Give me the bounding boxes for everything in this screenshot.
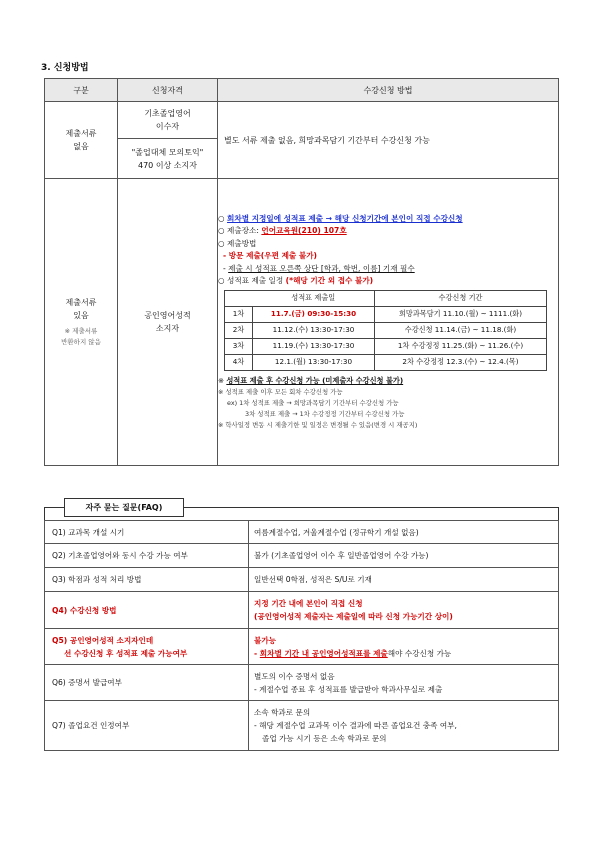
schedule-row: 4차 12.1.(월) 13:30-17:30 2차 수강정정 12.3.(수) ~ 12.4.(목): [225, 354, 547, 370]
submission-schedule-table: [224, 290, 547, 371]
schedule-row: 2차 11.12.(수) 13:30-17:30 수강신청 11.14.(금) ~ 11.18.(화): [225, 322, 547, 338]
application-method-table: [44, 78, 559, 466]
faq-table: [44, 520, 559, 751]
note-schedule-change: ※ 학사일정 변동 시 제출기한 및 일정은 변경될 수 있음(변경 시 재공지): [218, 421, 418, 430]
note-submit-required: ※ 성적표 제출 후 수강신청 가능 (미제출자 수강신청 불가): [218, 375, 404, 385]
category-no-documents: 제출서류 없음: [45, 102, 118, 179]
method-line-place: ○ 제출장소: 언어교육원(210) 107호: [218, 226, 347, 236]
schedule-header-submit: 성적표 제출일: [253, 290, 375, 306]
section-title: 3. 신청방법: [41, 63, 89, 73]
header-qualification: 신청자격: [118, 79, 218, 102]
method-line-how: ○ 제출방법: [218, 238, 257, 248]
faq-label: 자주 묻는 질문(FAQ): [64, 498, 184, 517]
faq-row: Q4) 수강신청 방법 지정 기간 내에 본인이 직접 신청 (공인영어성적 제출자는 제출일에 따라 신청 가능기간 상이): [45, 592, 559, 629]
table-header-row: [45, 79, 559, 102]
category-with-documents: 제출서류 있음 ※ 제출서류 반환하지 않음: [45, 179, 118, 466]
schedule-header-period: 수강신청 기간: [375, 290, 547, 306]
schedule-header-row: [225, 290, 547, 306]
method-line-schedule: ○ 성적표 제출 일정 (*해당 기간 외 접수 불가): [218, 276, 374, 286]
faq-row: Q3) 학점과 성적 처리 방법 일반선택 0학점, 성적은 S/U로 기재: [45, 568, 559, 592]
header-category: 구분: [45, 79, 118, 102]
qualification-basic-english: 기초졸업영어 이수자: [118, 102, 218, 139]
note-all-rounds: ※ 성적표 제출 이후 모든 회차 수강신청 가능: [218, 388, 343, 397]
method-line-1: ○ 회차별 지정일에 성적표 제출 → 해당 신청기간에 본인이 직접 수강신청: [218, 213, 463, 223]
qualification-official-english: 공인영어성적 소지자: [118, 179, 218, 466]
method-line-write: - 제출 시 성적표 오른쪽 상단 [학과, 학번, 이름] 기재 필수: [223, 263, 415, 273]
faq-row: Q5) 공인영어성적 소지자인데 선 수강신청 후 성적표 제출 가능여부 불가능 - 회차별 기간 내 공인영어성적표를 제출해야 수강신청 가능: [45, 629, 559, 665]
method-line-visit: - 방문 제출(우편 제출 불가): [223, 251, 318, 261]
faq-row: Q1) 교과목 개설 시기 여름계절수업, 겨울계절수업 (정규학기 개설 없음): [45, 521, 559, 544]
schedule-row: 3차 11.19.(수) 13:30-17:30 1차 수강정정 11.25.(화) ~ 11.26.(수): [225, 338, 547, 354]
faq-row: Q6) 증명서 발급여부 별도의 이수 증명서 없음 - 계절수업 종료 후 성적표를 발급받아 학과사무실로 제출: [45, 665, 559, 701]
method-with-documents: [218, 179, 559, 466]
schedule-row: 1차 11.7.(금) 09:30-15:30 희망과목담기 11.10.(월) ~ 1111.(화): [225, 306, 547, 322]
header-method: 수강신청 방법: [218, 79, 559, 102]
faq-row: Q7) 졸업요건 인정여부 소속 학과로 문의 - 해당 계절수업 교과목 이수 결과에 따른 졸업요건 충족 여부, 졸업 가능 시기 등은 소속 학과로 문의: [45, 701, 559, 751]
table-row-no-documents: [45, 102, 559, 139]
method-no-documents: 별도 서류 제출 없음, 희망과목담기 기간부터 수강신청 가능: [218, 102, 559, 179]
note-example-3: 3차 성적표 제출 → 1차 수강정정 기간부터 수강신청 가능: [245, 410, 405, 419]
qualification-mock-toeic: "졸업대체 모의토익" 470 이상 소지자: [118, 139, 218, 179]
note-example-1: ex) 1차 성적표 제출 → 희망과목담기 기간부터 수강신청 가능: [227, 399, 399, 408]
table-row-with-documents: [45, 179, 559, 466]
faq-row: Q2) 기초졸업영어와 동시 수강 가능 여부 불가 (기초졸업영어 이수 후 일반졸업영어 수강 가능): [45, 544, 559, 568]
